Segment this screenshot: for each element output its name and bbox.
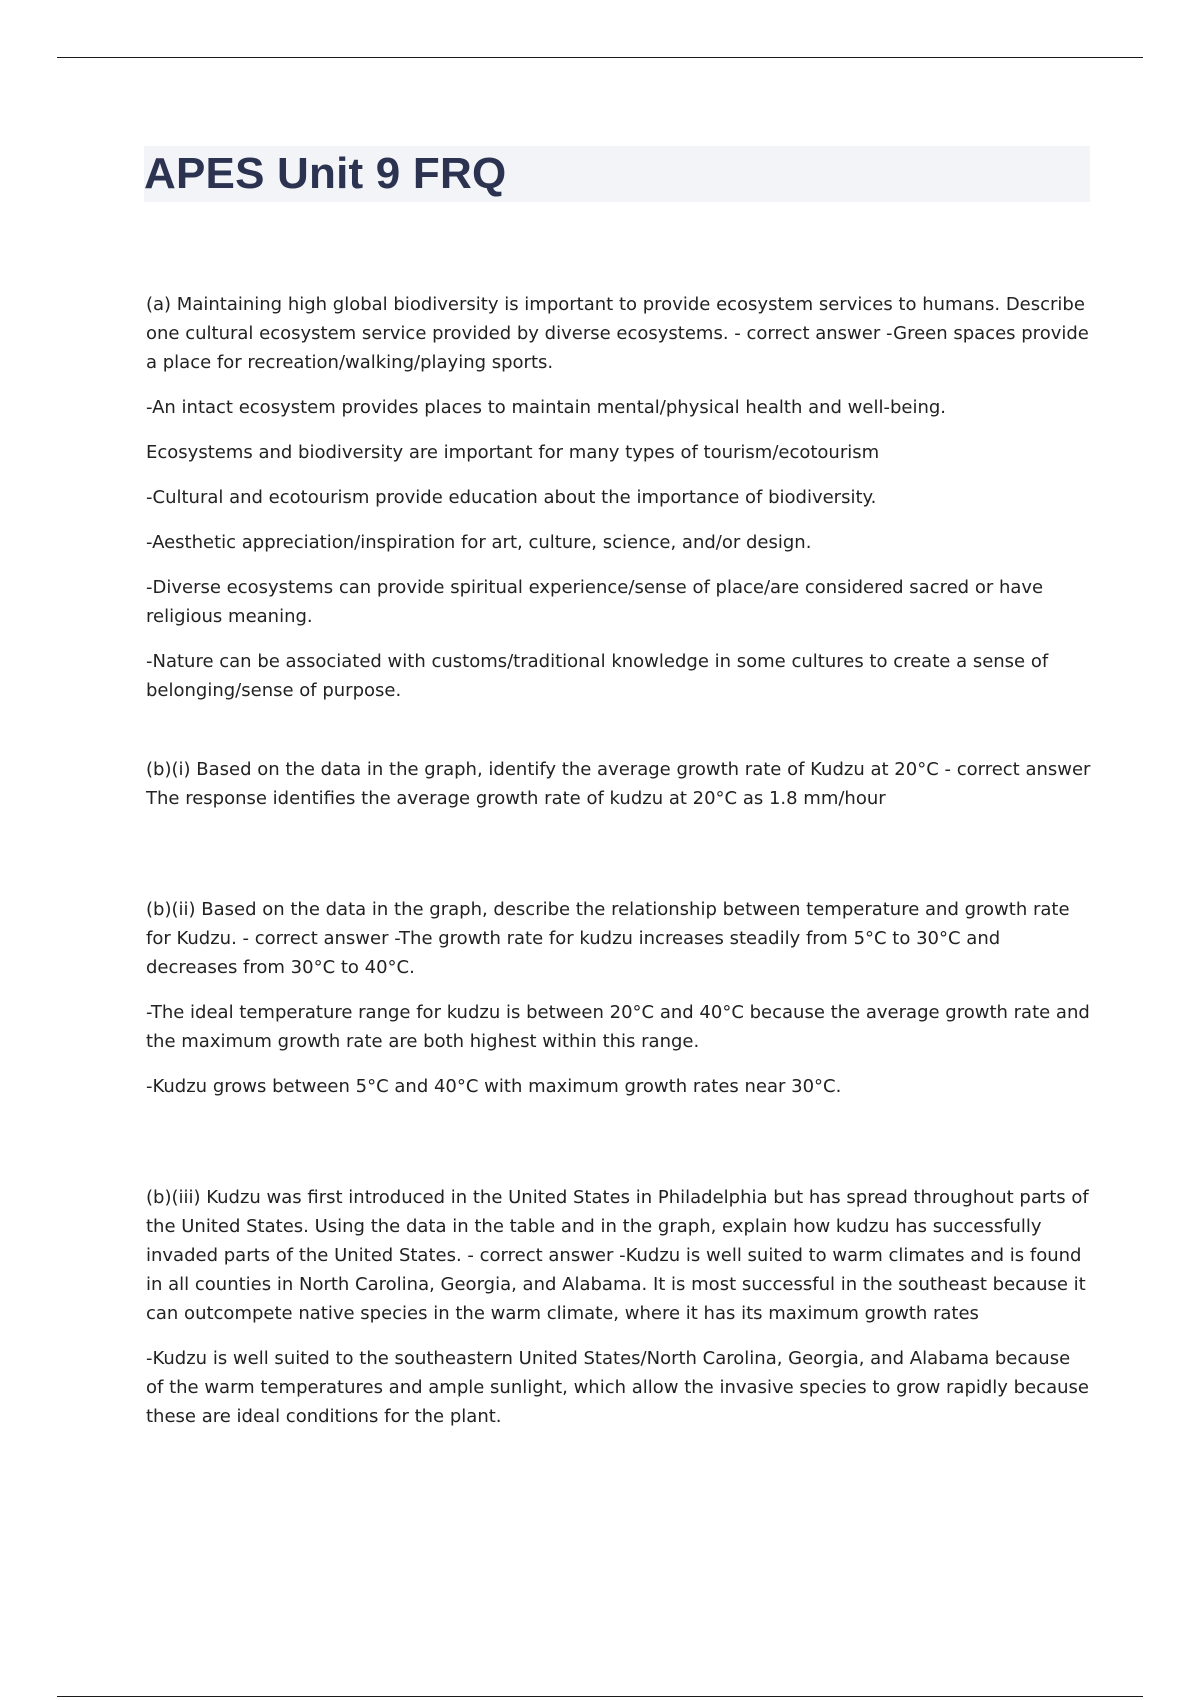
- answer-point: -Kudzu grows between 5°C and 40°C with maximum growth rates near 30°C.: [146, 1076, 842, 1097]
- question-b-i-paragraph: (b)(i) Based on the data in the graph, identify the average growth rate of Kudzu at 20°C - correct answer The response identifies the average growth rate of kudzu at 20°C as 1.8 mm/hour: [146, 759, 1091, 809]
- footer-rule: [57, 1696, 1143, 1697]
- question-b-iii-paragraph: (b)(iii) Kudzu was first introduced in the United States in Philadelphia but has spread throughout parts of the United States. Using the data in the table and in the graph, explain how kudzu has successfully invaded parts of the United States. - correct answer -Kudzu is well suited to warm climates and is found in all counties in North Carolina, Georgia, and Alabama. It is most successful in the southeast because it can outcompete native species in the warm climate, where it has its maximum growth rates: [146, 1187, 1089, 1324]
- question-a-paragraph: (a) Maintaining high global biodiversity is important to provide ecosystem services to humans. Describe one cultural ecosystem service provided by diverse ecosystems. - correct answer -Green spaces provide a place for recreation/walking/playing sports.: [146, 294, 1089, 373]
- section-a: [146, 290, 1092, 705]
- answer-point: -Diverse ecosystems can provide spiritual experience/sense of place/are considered sacred or have religious meaning.: [146, 577, 1044, 627]
- answer-point: -The ideal temperature range for kudzu is between 20°C and 40°C because the average growth rate and the maximum growth rate are both highest within this range.: [146, 1002, 1090, 1052]
- section-b-i: [146, 755, 1092, 813]
- title-banner: [144, 146, 1090, 202]
- section-spacer: [146, 829, 1092, 895]
- section-spacer: [146, 721, 1092, 755]
- question-b-ii-paragraph: (b)(ii) Based on the data in the graph, describe the relationship between temperature and growth rate for Kudzu. - correct answer -The growth rate for kudzu increases steadily from 5°C to 30°C and decreases from 30°C to 40°C.: [146, 899, 1070, 978]
- section-b-iii: [146, 1183, 1092, 1431]
- section-b-ii: [146, 895, 1092, 1101]
- answer-point: -Kudzu is well suited to the southeastern United States/North Carolina, Georgia, and Alabama because of the warm temperatures and ample sunlight, which allow the invasive species to grow rapidly because these are ideal conditions for the plant.: [146, 1348, 1089, 1427]
- section-spacer: [146, 1117, 1092, 1183]
- answer-point: -Cultural and ecotourism provide education about the importance of biodiversity.: [146, 487, 877, 508]
- answer-point: Ecosystems and biodiversity are important for many types of tourism/ecotourism: [146, 442, 880, 463]
- page-title: APES Unit 9 FRQ: [144, 149, 507, 198]
- answer-point: -An intact ecosystem provides places to maintain mental/physical health and well-being.: [146, 397, 947, 418]
- document-body: [146, 290, 1092, 1447]
- answer-point: -Nature can be associated with customs/traditional knowledge in some cultures to create a sense of belonging/sense of purpose.: [146, 651, 1049, 701]
- header-rule: [57, 57, 1143, 58]
- answer-point: -Aesthetic appreciation/inspiration for art, culture, science, and/or design.: [146, 532, 812, 553]
